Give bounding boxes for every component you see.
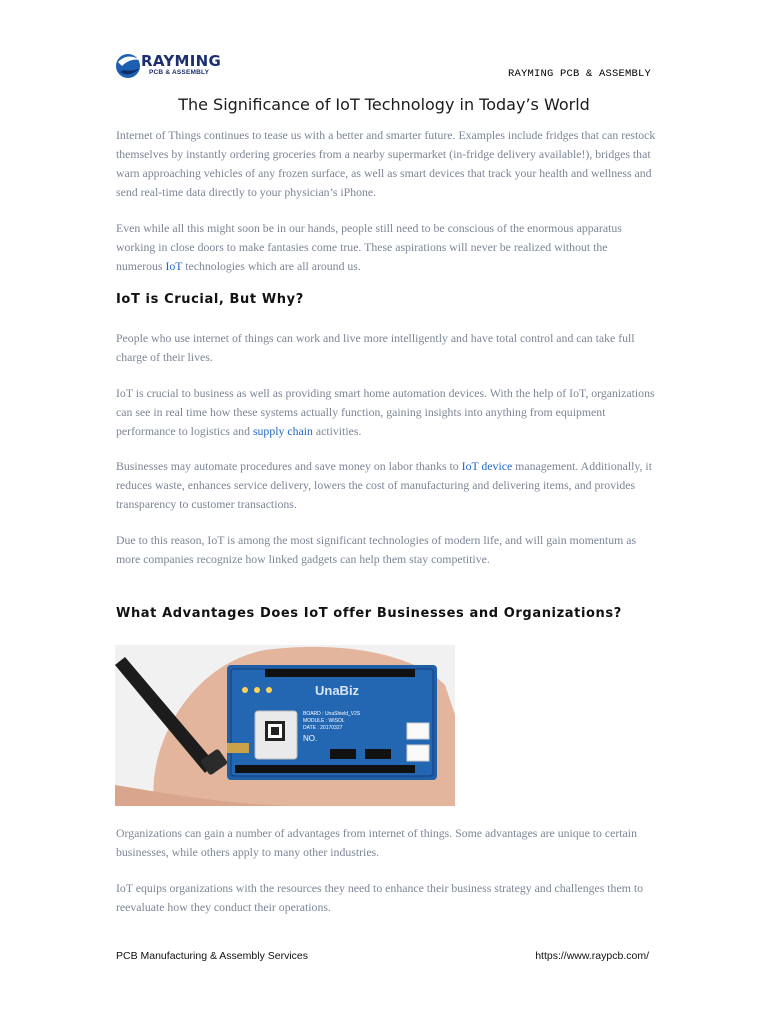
board-label-3: DATE : 20170327 bbox=[303, 725, 343, 731]
section1-paragraph-1: People who use internet of things can work and live more intelligently and have total control and can take full charge of their lives. bbox=[116, 331, 635, 364]
section1-paragraph-2 bbox=[116, 384, 656, 441]
board-label-1: BOARD : UnaShield_V2S bbox=[303, 711, 361, 717]
iot-link[interactable]: IoT bbox=[165, 259, 183, 273]
board-brand: UnaBiz bbox=[315, 683, 360, 698]
board-label-no: NO. bbox=[303, 734, 318, 743]
header-company-name: RAYMING PCB & ASSEMBLY bbox=[507, 68, 651, 80]
section-heading-why-crucial: IoT is Crucial, But Why? bbox=[116, 292, 304, 307]
text-run: Even while all this might soon be in our hands, people still need to be conscious of the enormous apparatus working in close doors to make fantasies come true. These aspirations will never be realized without the numerous bbox=[116, 221, 622, 273]
logo-name: RAYMING bbox=[141, 52, 222, 70]
section-heading-advantages: What Advantages Does IoT offer Businesses and Organizations? bbox=[116, 606, 622, 621]
rayming-logo bbox=[114, 50, 224, 82]
iot-device-link[interactable]: IoT device bbox=[461, 459, 513, 473]
section2-paragraph-1: Organizations can gain a number of advantages from internet of things. Some advantages are unique to certain businesses, while others apply to many other industries. bbox=[116, 826, 637, 859]
iot-board-photo bbox=[115, 645, 455, 806]
intro-paragraph-2 bbox=[116, 219, 656, 276]
text-run: IoT is crucial to business as well as providing smart home automation devices. With the help of IoT, organizations can see in real time how these systems actually function, gaining insights into anything from equipment performance to logistics and bbox=[116, 386, 655, 438]
text-run: management. Additionally, it reduces waste, enhances service delivery, lowers the cost of manufacturing and delivering items, and provides transparency to customer transactions. bbox=[116, 459, 652, 511]
section1-paragraph-4: Due to this reason, IoT is among the most significant technologies of modern life, and will gain momentum as more companies recognize how linked gadgets can help them stay competitive. bbox=[116, 533, 637, 566]
text-run: activities. bbox=[312, 424, 362, 438]
text-run: technologies which are all around us. bbox=[182, 259, 361, 273]
text-run: Businesses may automate procedures and save money on labor thanks to bbox=[116, 459, 462, 473]
page-title: The Significance of IoT Technology in Today’s World bbox=[178, 95, 590, 114]
board-label-2: MODULE : WISOL bbox=[303, 718, 345, 724]
logo-swirl-icon bbox=[114, 50, 144, 80]
footer-services: PCB Manufacturing & Assembly Services bbox=[116, 950, 308, 962]
section1-paragraph-3 bbox=[116, 457, 656, 514]
intro-paragraph-1: Internet of Things continues to tease us with a better and smarter future. Examples include fridges that can restock themselves by instantly ordering groceries from a nearby supermarket (in-fridge delivery available!), bridges that warn approaching vehicles of any frozen surface, as well as smart devices that track your health and wellness and send real-time data directly to your physician’s iPhone. bbox=[116, 128, 656, 199]
section2-paragraph-2: IoT equips organizations with the resources they need to enhance their business strategy and challenges them to reevaluate how they conduct their operations. bbox=[116, 881, 643, 914]
logo-subtitle: PCB & ASSEMBLY bbox=[149, 69, 210, 76]
supply-chain-link[interactable]: supply chain bbox=[252, 424, 313, 438]
footer-website-link[interactable]: https://www.raypcb.com/ bbox=[535, 950, 649, 962]
